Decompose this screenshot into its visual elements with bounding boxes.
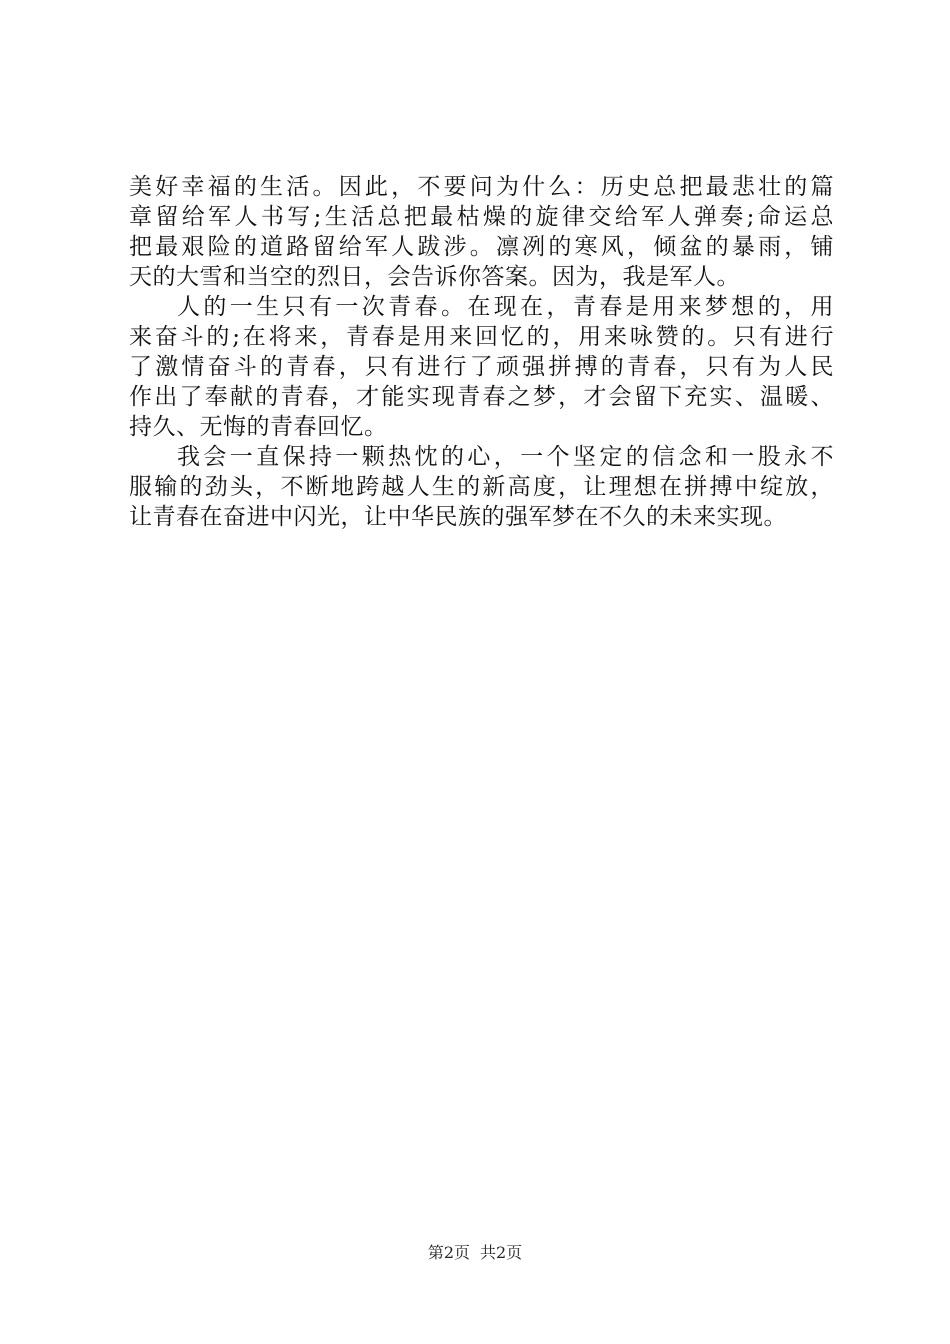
- page-total: 共2页: [480, 1243, 523, 1262]
- paragraph-2-line-4: 作出了奉献的青春，才能实现青春之梦，才会留下充实、温暖、: [129, 384, 834, 410]
- paragraph-2-line-1: 人的一生只有一次青春。在现在，青春是用来梦想的，用: [177, 294, 834, 320]
- paragraph-1-line-4: 天的大雪和当空的烈日，会告诉你答案。因为，我是军人。: [129, 264, 740, 290]
- page-number: 第2页: [427, 1243, 470, 1262]
- paragraph-2-line-5: 持久、无悔的青春回忆。: [129, 414, 388, 440]
- paragraph-3-line-1: 我会一直保持一颗热忱的心，一个坚定的信念和一股永不: [177, 444, 834, 470]
- paragraph-2-line-2: 来奋斗的;在将来，青春是用来回忆的，用来咏赞的。只有进行: [129, 324, 834, 350]
- paragraph-1-line-1: 美好幸福的生活。因此，不要问为什么：历史总把最悲壮的篇: [129, 174, 834, 200]
- paragraph-1-line-2: 章留给军人书写;生活总把最枯燥的旋律交给军人弹奏;命运总: [129, 204, 834, 230]
- paragraph-3-line-2: 服输的劲头，不断地跨越人生的新高度，让理想在拼搏中绽放，: [129, 474, 834, 500]
- paragraph-3-line-3: 让青春在奋进中闪光，让中华民族的强军梦在不久的未来实现。: [129, 504, 787, 530]
- document-body: [129, 172, 834, 532]
- paragraph-2-line-3: 了激情奋斗的青春，只有进行了顽强拼搏的青春，只有为人民: [129, 354, 834, 380]
- paragraph-1-line-3: 把最艰险的道路留给军人跋涉。凛冽的寒风，倾盆的暴雨，铺: [129, 234, 834, 260]
- page-footer: [0, 1243, 950, 1263]
